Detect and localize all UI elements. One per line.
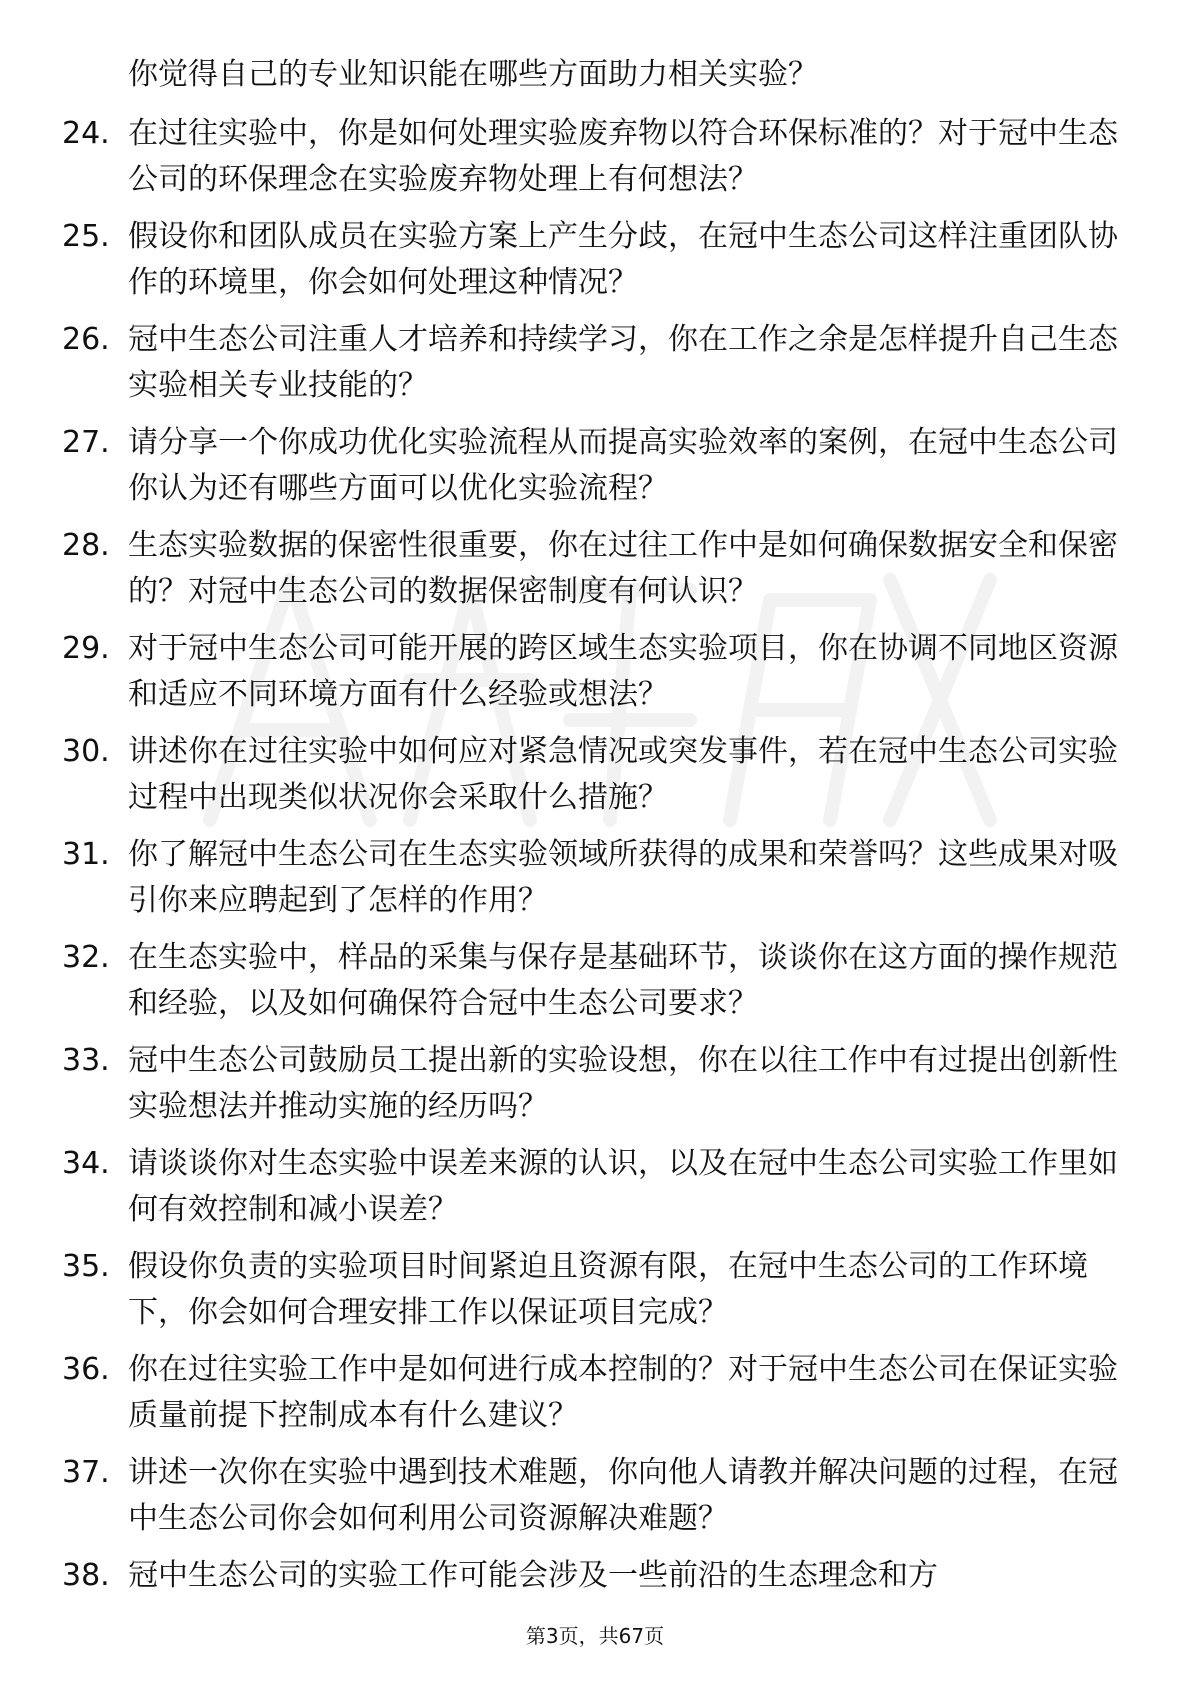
question-text: 生态实验数据的保密性很重要，你在过往工作中是如何确保数据安全和保密的？对冠中生态公司的数据保密制度有何认识？ [128, 528, 1118, 609]
list-item [62, 1347, 1122, 1439]
question-text: 冠中生态公司的实验工作可能会涉及一些前沿的生态理念和方 [128, 1558, 938, 1593]
list-item [62, 523, 1122, 615]
question-text: 你了解冠中生态公司在生态实验领域所获得的成果和荣誉吗？这些成果对吸引你来应聘起到了怎样的作用？ [128, 837, 1118, 918]
question-text: 你在过往实验工作中是如何进行成本控制的？对于冠中生态公司在保证实验质量前提下控制成本有什么建议？ [128, 1352, 1118, 1433]
question-number: 32. [62, 940, 110, 975]
question-number: 25. [62, 219, 110, 254]
list-item [62, 1141, 1122, 1233]
question-text: 在生态实验中，样品的采集与保存是基础环节，谈谈你在这方面的操作规范和经验，以及如何确保符合冠中生态公司要求？ [128, 940, 1118, 1021]
question-number: 33. [62, 1043, 110, 1078]
question-text: 请谈谈你对生态实验中误差来源的认识，以及在冠中生态公司实验工作里如何有效控制和减小误差？ [128, 1146, 1118, 1227]
list-item [62, 626, 1122, 718]
list-item [62, 420, 1122, 512]
question-number: 37. [62, 1455, 110, 1490]
list-item [62, 935, 1122, 1027]
list-item [62, 832, 1122, 924]
list-item [62, 214, 1122, 306]
question-text: 假设你和团队成员在实验方案上产生分歧，在冠中生态公司这样注重团队协作的环境里，你会如何处理这种情况？ [128, 219, 1118, 300]
question-text: 冠中生态公司注重人才培养和持续学习，你在工作之余是怎样提升自己生态实验相关专业技能的？ [128, 322, 1118, 403]
document-body [62, 50, 1122, 1599]
question-number: 30. [62, 734, 110, 769]
question-text: 在过往实验中，你是如何处理实验废弃物以符合环保标准的？对于冠中生态公司的环保理念在实验废弃物处理上有何想法？ [128, 116, 1118, 197]
question-text: 讲述你在过往实验中如何应对紧急情况或突发事件，若在冠中生态公司实验过程中出现类似状况你会采取什么措施？ [128, 734, 1118, 815]
continued-question-text: 你觉得自己的专业知识能在哪些方面助力相关实验？ [128, 57, 818, 92]
question-number: 31. [62, 837, 110, 872]
list-item [62, 729, 1122, 821]
question-number: 27. [62, 425, 110, 460]
list-item [62, 1553, 1122, 1599]
question-number: 34. [62, 1146, 110, 1181]
question-list [62, 111, 1122, 1599]
list-item [62, 111, 1122, 203]
page-footer [0, 1622, 1190, 1650]
question-text: 请分享一个你成功优化实验流程从而提高实验效率的案例，在冠中生态公司你认为还有哪些方面可以优化实验流程？ [128, 425, 1118, 506]
question-number: 28. [62, 528, 110, 563]
question-text: 讲述一次你在实验中遇到技术难题，你向他人请教并解决问题的过程，在冠中生态公司你会如何利用公司资源解决难题？ [128, 1455, 1118, 1536]
question-number: 38. [62, 1558, 110, 1593]
question-number: 36. [62, 1352, 110, 1387]
question-text: 对于冠中生态公司可能开展的跨区域生态实验项目，你在协调不同地区资源和适应不同环境方面有什么经验或想法？ [128, 631, 1118, 712]
page-number-label: 第3页，共67页 [525, 1624, 665, 1648]
list-item [62, 1038, 1122, 1130]
question-text: 假设你负责的实验项目时间紧迫且资源有限，在冠中生态公司的工作环境下，你会如何合理安排工作以保证项目完成？ [128, 1249, 1088, 1330]
question-number: 29. [62, 631, 110, 666]
list-item [62, 1244, 1122, 1336]
question-number: 35. [62, 1249, 110, 1284]
question-number: 26. [62, 322, 110, 357]
list-item [62, 1450, 1122, 1542]
list-item [62, 317, 1122, 409]
question-text: 冠中生态公司鼓励员工提出新的实验设想，你在以往工作中有过提出创新性实验想法并推动实施的经历吗？ [128, 1043, 1118, 1124]
question-number: 24. [62, 116, 110, 151]
